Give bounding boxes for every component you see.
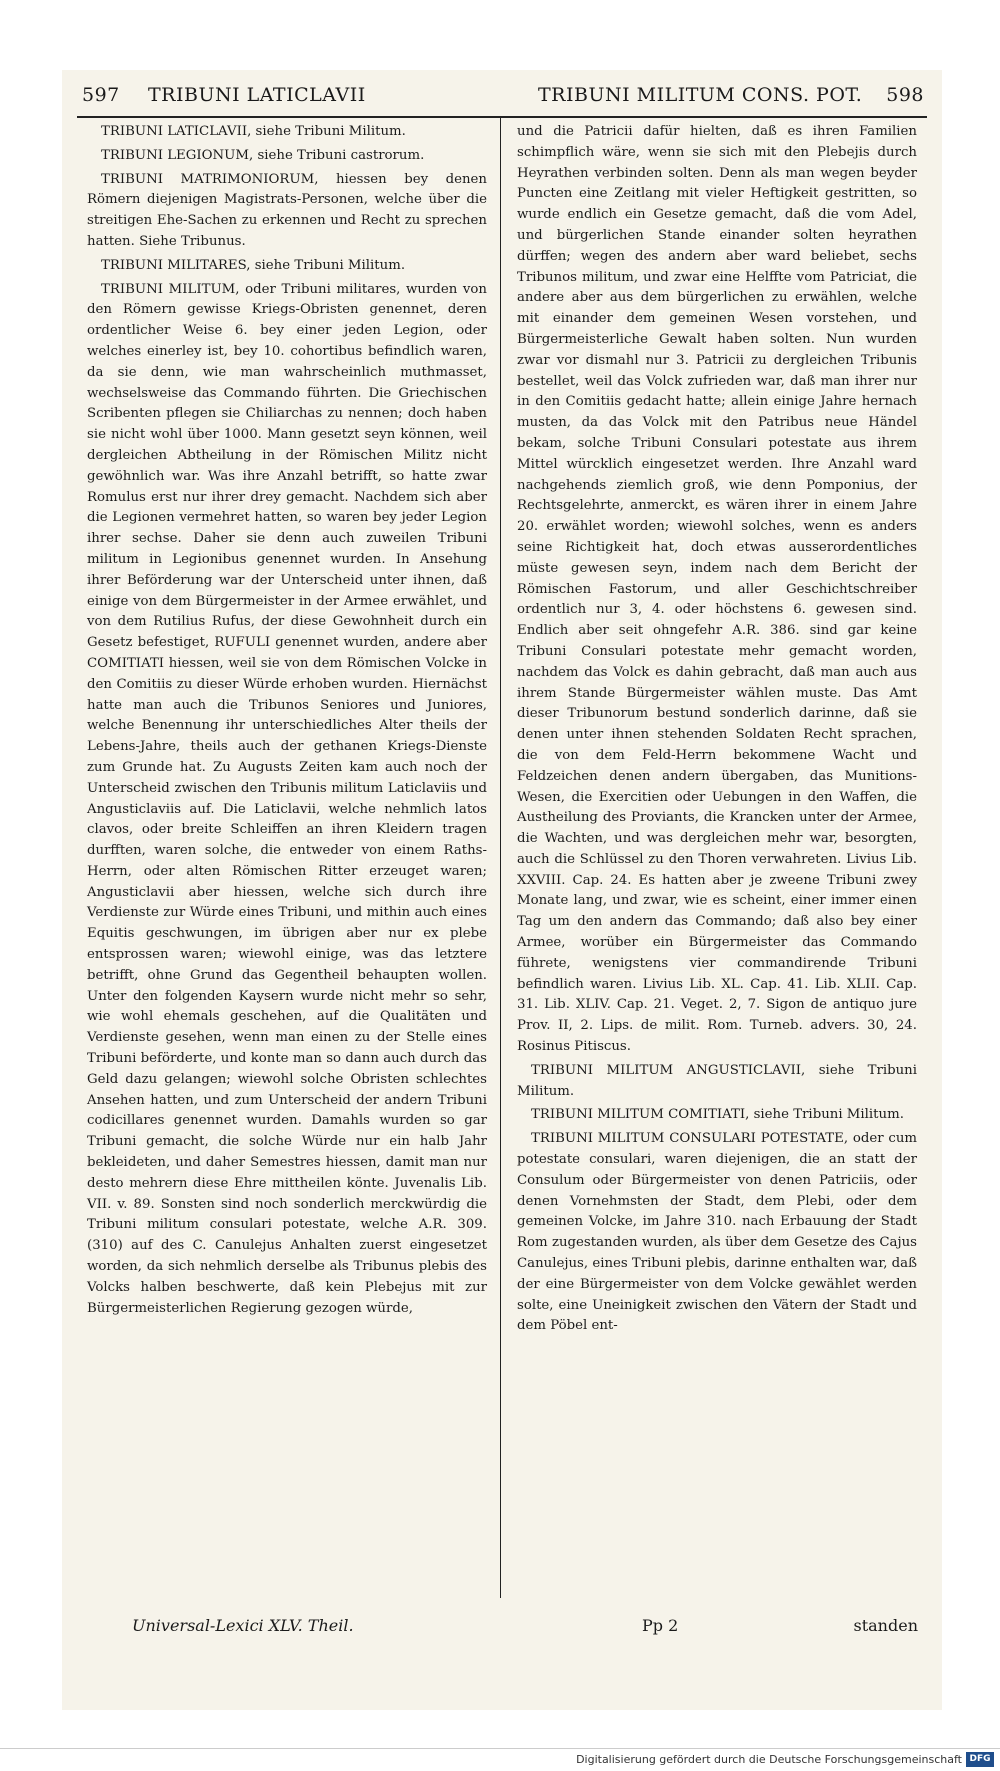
column-divider bbox=[500, 118, 501, 1598]
digitization-credit-bar bbox=[0, 1748, 1000, 1771]
entry-militares: TRIBUNI MILITARES, siehe Tribuni Militum. bbox=[101, 257, 406, 273]
running-title-right: TRIBUNI MILITUM CONS. POT. bbox=[538, 84, 863, 106]
book-page bbox=[62, 70, 942, 1710]
left-column bbox=[87, 122, 487, 1319]
entry-laticlavii: TRIBUNI LATICLAVII, siehe Tribuni Militum. bbox=[101, 124, 406, 139]
sheet-signature: Pp 2 bbox=[642, 1616, 679, 1635]
catchword: standen bbox=[853, 1616, 918, 1635]
right-column bbox=[517, 122, 917, 1337]
credit-text: Digitalisierung gefördert durch die Deutsche Forschungsgemeinschaft bbox=[576, 1753, 962, 1766]
dfg-logo: DFG bbox=[966, 1752, 994, 1767]
entry-militum-continued: und die Patricii dafür hielten, daß es ihren Familien schimpflich wäre, wenn sie sich mit den Plebejis durch Heyrathen verbinden solten. Denn als man wegen beyder Puncten eine Zeitlang mit vieler Heftigkeit gestritten, so wurde endlich ein Gesetze gemacht, daß die vom Adel, und bürgerlichen Stande einander solten heyrathen dürffen; wegen des andern aber ward beliebet, sechs Tribunos militum, und zwar eine Helffte vom Patriciat, die andere aber aus dem bürgerlichen zu erwählen, welche mit einander dem gemeinen Wesen vorstehen, und Bürgermeisterliche Gewalt haben solten. Nun wurden zwar vor dismahl nur 3. Patricii zu dergleichen Tribunis bestellet, weil das Volck zufrieden war, daß man ihrer nur in den Comitiis gedacht hatte; allein einige Jahre hernach musten, da das Volck mit den Patribus neue Händel bekam, solche Tribuni Consulari potestate aus ihrem Mittel würcklich eingesetzet werden. Ihre Anzahl ward nachgehends ziemlich groß, wie denn Pomponius, der Rechtsgelehrte, anmerckt, es wären ihrer in einem Jahre 20. erwählet worden; wiewohl solches, wenn es anders seine Richtigkeit hat, doch etwas ausserordentliches müste gewesen seyn, indem nach dem Bericht der Römischen Fastorum, und aller Geschichtschreiber ordentlich nur 3, 4. oder höchstens 6. gewesen sind. Endlich aber seit ohngefehr A.R. 386. sind gar keine Tribuni Consulari potestate mehr gemacht worden, nachdem das Volck es dahin gebracht, daß man auch aus ihrem Stande Bürgermeister wählen muste. Das Amt dieser Tribunorum bestund sonderlich darinne, daß sie denen unter ihnen stehenden Soldaten Recht sprachen, die von dem Feld-Herrn bekommene Wacht und Feldzeichen denen andern übergaben, das Munitions-Wesen, die Exercitien oder Uebungen in den Waffen, die Austheilung des Proviants, die Krancken unter der Armee, die Wachten, und was dergleichen mehr war, besorgten, auch die Schlüssel zu den Thoren verwahreten. Livius Lib. XXVIII. Cap. 24. Es hatten aber je zweene Tribuni zwey Monate lang, und zwar, wie es scheint, einer immer einen Tag um den andern das Commando; daß also bey einer Armee, worüber ein Bürgermeister das Commando führete, wenigstens vier commandirende Tribuni befindlich waren. Livius Lib. XL. Cap. 41. Lib. XLII. Cap. 31. Lib. XLIV. Cap. 21. Veget. 2, 7. Sigon de antiquo jure Prov. II, 2. Lips. de milit. Rom. Turneb. advers. 30, 24. Rosinus Pitiscus. bbox=[517, 124, 917, 1055]
entry-legionum: TRIBUNI LEGIONUM, siehe Tribuni castrorum. bbox=[101, 147, 425, 163]
volume-signature: Universal-Lexici XLV. Theil. bbox=[132, 1616, 354, 1635]
entry-militum-angusticlavii: TRIBUNI MILITUM ANGUSTICLAVII, siehe Tribuni Militum. bbox=[517, 1062, 917, 1099]
entry-militum-comitiati: TRIBUNI MILITUM COMITIATI, siehe Tribuni Militum. bbox=[531, 1107, 904, 1123]
running-title-left: TRIBUNI LATICLAVII bbox=[148, 84, 366, 106]
page-number-left: 597 bbox=[82, 84, 120, 106]
page-footer bbox=[62, 1608, 942, 1648]
entry-militum: TRIBUNI MILITUM, oder Tribuni militares, wurden von den Römern gewisse Kriegs-Obristen genennet, deren ordentlicher Weise 6. bey einer jeden Legion, oder welches einerley ist, bey 10. cohortibus befindlich waren, da sie denn, wie man wahrscheinlich muthmasset, wechselsweise das Commando führten. Die Griechischen Scribenten pflegen sie Chiliarchas zu nennen; doch haben sie nicht wohl über 1000. Mann gesetzt seyn können, weil dergleichen Abtheilung in der Römischen Militz nicht gewöhnlich war. Was ihre Anzahl betrifft, so hatte zwar Romulus erst nur ihrer drey gemacht. Nachdem sich aber die Legionen vermehret hatten, so waren bey jeder Legion ihrer sechse. Daher sie denn auch zuweilen Tribuni militum in Legionibus genennet wurden. In Ansehung ihrer Beförderung war der Unterscheid unter ihnen, daß einige von dem Bürgermeister in der Armee erwählet, und von dem Rutilius Rufus, der diese Gewohnheit durch ein Gesetz befestiget, RUFULI genennet wurden, andere aber COMITIATI hiessen, weil sie von dem Römischen Volcke in den Comitiis zu dieser Würde erhoben wurden. Hiernächst hatte man auch die Tribunos Seniores und Juniores, welche Benennung ihr unterschiedliches Alter theils der Lebens-Jahre, theils auch der gethanen Kriegs-Dienste zum Grunde hat. Zu Augusts Zeiten kam auch noch der Unterscheid zwischen den Tribunis militum Laticlaviis und Angusticlaviis auf. Die Laticlavii, welche nehmlich latos clavos, oder breite Schleiffen an ihren Kleidern tragen durfften, waren solche, die entweder von einem Raths-Herrn, oder alten Römischen Ritter erzeuget waren; Angusticlavii aber hiessen, welche sich durch ihre Verdienste zur Würde eines Tribuni, und mithin auch eines Equitis geschwungen, im übrigen aber nur ex plebe entsprossen waren; wiewohl einige, was das letztere betrifft, ohne Grund das Gegentheil behaupten wollen. Unter den folgenden Kaysern wurde nicht mehr so sehr, wie wohl ehemals geschehen, auf die Qualitäten und Verdienste gesehen, wenn man einen zu der Stelle eines Tribuni beförderte, und konte man so dann auch durch das Geld dazu gelangen; wiewohl solche Obristen schlechtes Ansehen hatten, und zum Unterscheid der andern Tribuni codicillares genennet wurden. Damahls wurden so gar Tribuni gemacht, die solche Würde nur ein halb Jahr bekleideten, und daher Semestres hiessen, damit man nur desto mehrern diese Ehre mittheilen könte. Juvenalis Lib. VII. v. 89. Sonsten sind noch sonderlich merckwürdig die Tribuni militum consulari potestate, welche A.R. 309. (310) auf des C. Canulejus Anhalten zuerst eingesetzet worden, da sich nehmlich derselbe als Tribunus plebis des Volcks halben beschwerte, daß kein Plebejus mit zur Bürgermeisterlichen Regierung gezogen würde, bbox=[87, 281, 487, 1316]
entry-matrimoniorum: TRIBUNI MATRIMONIORUM, hiessen bey denen Römern diejenigen Magistrats-Personen, welche über die streitigen Ehe-Sachen zu erkennen und Recht zu sprechen hatten. Siehe Tribunus. bbox=[87, 171, 487, 249]
header-rule bbox=[77, 116, 927, 118]
page-number-right: 598 bbox=[886, 84, 924, 106]
entry-militum-consulari-potestate: TRIBUNI MILITUM CONSULARI POTESTATE, oder cum potestate consulari, waren diejenigen, die an statt der Consulum oder Bürgermeister von denen Patriciis, oder denen Vornehmsten der Stadt, dem Plebi, oder dem gemeinen Volcke, im Jahre 310. nach Erbauung der Stadt Rom zugestanden wurden, als über dem Gesetze des Cajus Canulejus, eines Tribuni plebis, darinne enthalten war, daß der eine Bürgermeister von dem Volcke gewählet werden solte, eine Uneinigkeit zwischen den Vätern der Stadt und dem Pöbel ent- bbox=[517, 1131, 917, 1334]
running-head bbox=[62, 70, 942, 118]
